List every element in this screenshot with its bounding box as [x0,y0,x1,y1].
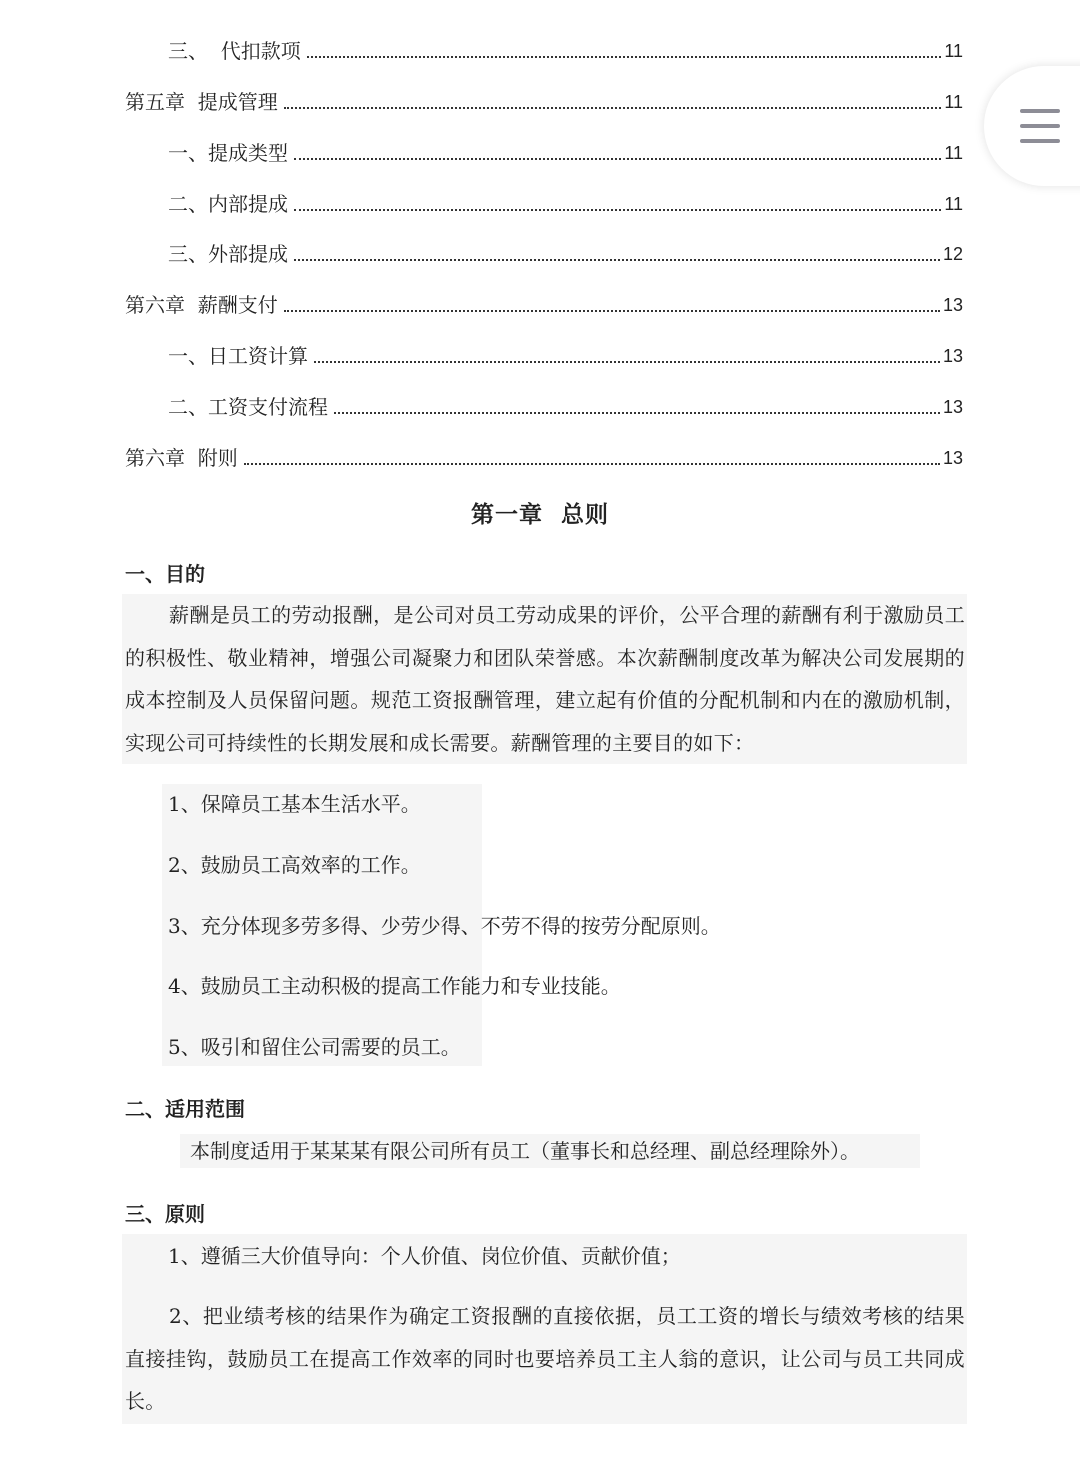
toc-entry[interactable] [125,284,963,318]
toc-page-number: 11 [944,194,963,214]
toc-leader [244,463,940,465]
section-heading-purpose: 一、目的 [125,562,205,586]
toc-page-number: 13 [942,295,963,315]
toc-entry[interactable] [168,233,963,267]
toc-page-number: 11 [944,143,963,163]
purpose-paragraph: 薪酬是员工的劳动报酬，是公司对员工劳动成果的评价，公平合理的薪酬有利于激励员工的积极性、敬业精神，增强公司凝聚力和团队荣誉感。本次薪酬制度改革为解决公司发展期的成本控制及人员保留问题。规范工资报酬管理，建立起有价值的分配机制和内在的激励机制，实现公司可持续性的长期发展和成长需要。薪酬管理的主要目的如下： [125,603,965,755]
section-heading-principles: 三、原则 [125,1202,205,1226]
section-heading-scope: 二、适用范围 [125,1097,245,1121]
toc-title: 一、提成类型 [168,141,288,165]
toc-page-number: 11 [944,41,963,61]
toc-page-number: 12 [942,244,963,264]
toc-entry[interactable] [168,132,963,166]
toc-leader [294,259,940,261]
toc-title: 二、工资支付流程 [168,395,328,419]
toc-entry[interactable] [168,386,963,420]
toc-page-number: 13 [942,346,963,366]
toc-title: 三、外部提成 [168,242,288,266]
toc-page-number: 13 [942,448,963,468]
toc-title: 第五章 提成管理 [125,90,278,114]
toc-leader [294,158,941,160]
toc-title: 三、 代扣款项 [168,39,301,63]
scope-text: 本制度适用于某某某有限公司所有员工（董事长和总经理、副总经理除外）。 [190,1139,860,1163]
purpose-item: 3、充分体现多劳多得、少劳少得、不劳不得的按劳分配原则。 [168,914,721,938]
purpose-item: 1、保障员工基本生活水平。 [168,792,421,816]
toc-leader [294,209,941,211]
purpose-item: 2、鼓励员工高效率的工作。 [168,853,421,877]
toc-leader [314,361,940,363]
toc-leader [284,310,940,312]
menu-button[interactable] [984,66,1080,186]
toc-title: 第六章 附则 [125,446,238,470]
toc-leader [307,56,942,58]
toc-page-number: 11 [944,92,963,112]
toc-page-number: 13 [942,397,963,417]
principle-item: 2、把业绩考核的结果作为确定工资报酬的直接依据，员工工资的增长与绩效考核的结果直接挂钩，鼓励员工在提高工作效率的同时也要培养员工主人翁的意识，让公司与员工共同成长。 [125,1304,965,1413]
toc-leader [334,412,940,414]
toc-title: 第六章 薪酬支付 [125,293,278,317]
toc-entry[interactable] [168,335,963,369]
toc-title: 一、日工资计算 [168,344,308,368]
toc-entry[interactable] [168,30,963,64]
toc-leader [284,107,942,109]
toc-entry[interactable] [125,81,963,115]
chapter-title: 第一章 总则 [470,501,609,528]
toc-title: 二、内部提成 [168,192,288,216]
purpose-item: 4、鼓励员工主动积极的提高工作能力和专业技能。 [168,974,621,998]
toc-entry[interactable] [125,437,963,471]
purpose-item: 5、吸引和留住公司需要的员工。 [168,1035,461,1059]
toc-entry[interactable] [168,183,963,217]
principle-item: 1、遵循三大价值导向：个人价值、岗位价值、贡献价值； [168,1244,681,1268]
